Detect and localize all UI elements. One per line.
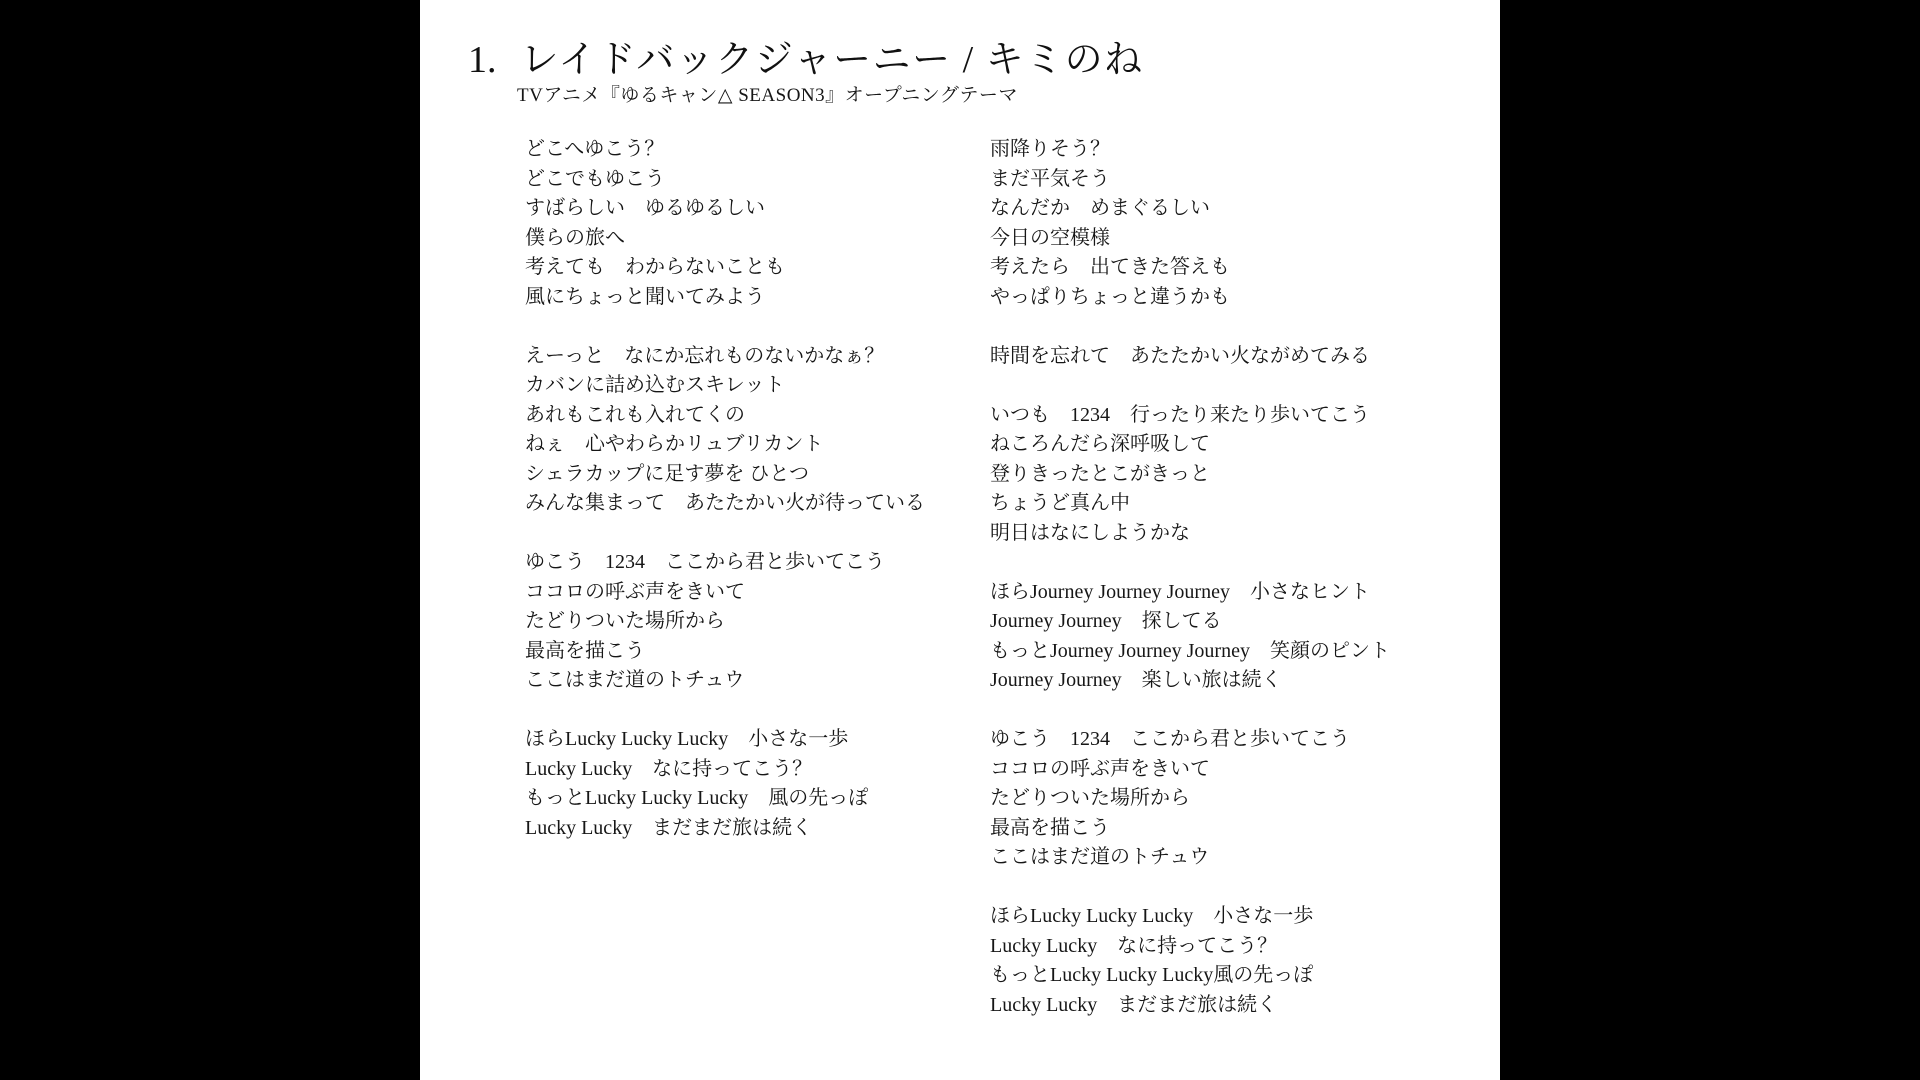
- lyrics-stanza: [990, 725, 1390, 873]
- lyric-line: Lucky Lucky まだまだ旅は続く: [990, 993, 1278, 1016]
- lyric-line: えーっと なにか忘れものないかなぁ？: [525, 344, 885, 367]
- lyric-line: 僕らの旅へ: [525, 226, 625, 249]
- lyric-line: なんだか めまぐるしい: [990, 197, 1210, 219]
- lyric-line: もっとLucky Lucky Lucky 風の先っぽ: [525, 787, 869, 809]
- lyric-line: 明日はなにしようかな: [990, 521, 1190, 544]
- lyric-line: やっぱりちょっと違うかも: [990, 285, 1230, 308]
- lyric-line: どこへゆこう？: [525, 138, 665, 160]
- lyric-line: ココロの呼ぶ声をきいて: [525, 580, 745, 603]
- lyrics-stanza: [525, 135, 925, 312]
- lyrics-column-left: [525, 135, 925, 873]
- song-title: レイドバックジャーニー / キミのね: [520, 39, 1144, 81]
- lyric-line: 考えても わからないことも: [525, 256, 785, 278]
- lyric-line: ココロの呼ぶ声をきいて: [990, 757, 1210, 780]
- track-number: 1.: [468, 39, 497, 81]
- lyric-line: いつも 1234 行ったり来たり歩いてこう: [990, 403, 1370, 426]
- lyric-line: すばらしい ゆるゆるしい: [525, 197, 765, 219]
- lyric-line: Journey Journey 楽しい旅は続く: [990, 669, 1282, 691]
- lyric-line: 最高を描こう: [990, 816, 1110, 839]
- lyrics-stanza: [525, 548, 925, 696]
- lyric-line: 登りきったとこがきっと: [990, 462, 1210, 485]
- lyrics-stanza: [990, 401, 1390, 549]
- lyric-line: Lucky Lucky なに持ってこう？: [525, 757, 813, 780]
- lyric-line: みんな集まって あたたかい火が待っている: [525, 492, 925, 514]
- lyric-line: ねころんだら深呼吸して: [990, 433, 1210, 455]
- lyrics-stanza: [990, 578, 1390, 696]
- lyric-line: ちょうど真ん中: [990, 492, 1130, 514]
- lyric-line: ここはまだ道のトチュウ: [525, 669, 745, 691]
- page-title: [468, 28, 1144, 83]
- lyric-line: あれもこれも入れてくの: [525, 403, 745, 426]
- lyric-line: 今日の空模様: [990, 226, 1110, 249]
- lyric-line: もっとLucky Lucky Lucky風の先っぽ: [990, 964, 1314, 986]
- lyric-line: Lucky Lucky なに持ってこう？: [990, 934, 1278, 957]
- lyric-line: 雨降りそう？: [990, 138, 1110, 160]
- lyric-line: たどりついた場所から: [990, 787, 1190, 809]
- lyric-line: ここはまだ道のトチュウ: [990, 846, 1210, 868]
- lyric-line: Lucky Lucky まだまだ旅は続く: [525, 816, 813, 839]
- lyric-line: 時間を忘れて あたたかい火ながめてみる: [990, 344, 1370, 367]
- lyric-line: たどりついた場所から: [525, 610, 725, 632]
- lyric-line: まだ平気そう: [990, 167, 1110, 190]
- lyric-line: ほらLucky Lucky Lucky 小さな一歩: [990, 905, 1314, 927]
- lyric-line: 考えたら 出てきた答えも: [990, 256, 1230, 278]
- lyric-line: ほらLucky Lucky Lucky 小さな一歩: [525, 728, 849, 750]
- lyric-line: ねぇ 心やわらかリュブリカント: [525, 433, 824, 455]
- tie-up-subtitle: TVアニメ『ゆるキャン△ SEASON3』オープニングテーマ: [517, 85, 1018, 106]
- lyric-line: ゆこう 1234 ここから君と歩いてこう: [990, 728, 1350, 750]
- lyrics-stanza: [990, 342, 1390, 372]
- lyric-line: 最高を描こう: [525, 639, 645, 662]
- lyrics-stanza: [525, 725, 925, 843]
- lyric-line: Journey Journey 探してる: [990, 610, 1222, 632]
- lyrics-stanza: [990, 135, 1390, 312]
- lyric-line: カバンに詰め込むスキレット: [525, 374, 785, 396]
- lyric-line: シェラカップに足す夢を ひとつ: [525, 462, 809, 485]
- lyric-line: どこでもゆこう: [525, 167, 665, 190]
- lyrics-page: [420, 0, 1500, 1080]
- lyrics-column-right: [990, 135, 1390, 1050]
- lyrics-stanza: [525, 342, 925, 519]
- lyrics-stanza: [990, 902, 1390, 1020]
- lyric-line: もっとJourney Journey Journey 笑顔のピント: [990, 639, 1390, 662]
- lyric-line: ほらJourney Journey Journey 小さなヒント: [990, 580, 1370, 603]
- lyric-line: 風にちょっと聞いてみよう: [525, 285, 765, 308]
- lyric-line: ゆこう 1234 ここから君と歩いてこう: [525, 551, 885, 573]
